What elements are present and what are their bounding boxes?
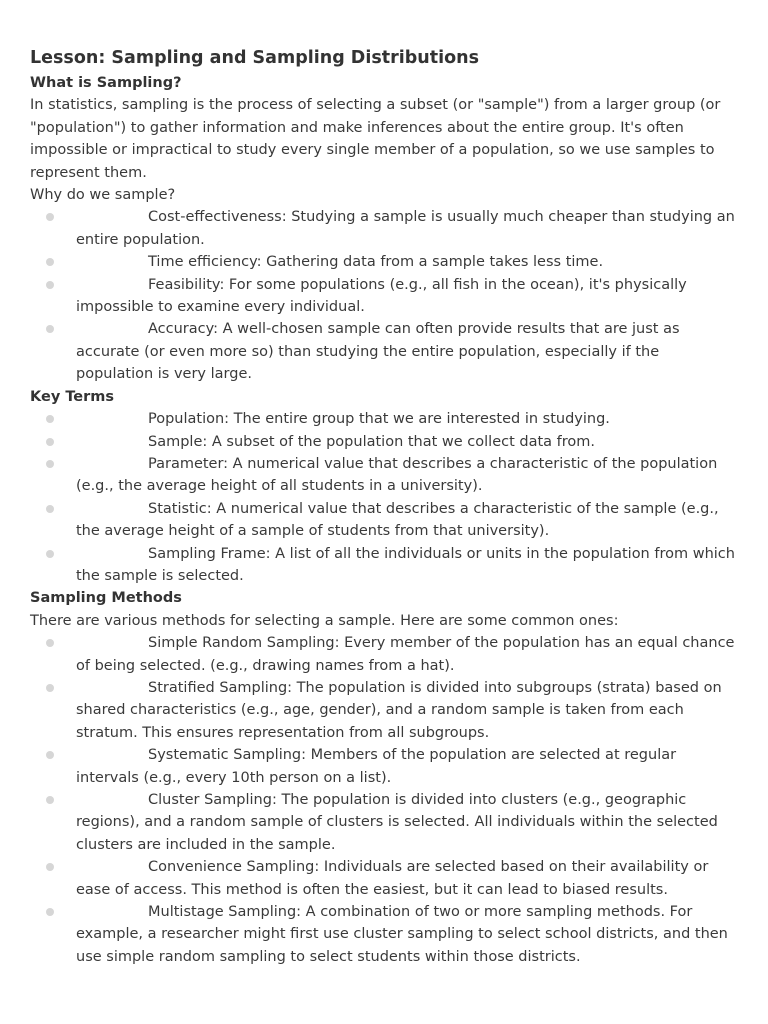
list-item [30,431,738,453]
bullet-icon [46,281,54,289]
sampling-definition-paragraph: In statistics, sampling is the process of selecting a subset (or "sample") from a larger group (or "population") to gather information and make inferences about the entire group. It's often impossible or impractical to study every single member of a population, so we use samples to represent them. [30,97,721,181]
list-item-text: Accuracy: A well-chosen sample can often provide results that are just as accurate (or even more so) than studying the entire population, especially if the population is very large. [76,321,680,383]
list-item [30,632,738,677]
list-item [30,856,738,901]
sampling-methods-intro: There are various methods for selecting a sample. Here are some common ones: [30,612,619,629]
list-item-text: Population: The entire group that we are interested in studying. [148,411,610,428]
list-item [30,901,738,968]
list-item [30,206,738,251]
bullet-icon [46,751,54,759]
list-item-text: Convenience Sampling: Individuals are selected based on their availability or ease of access. This method is often the easiest, but it can lead to biased results. [76,859,709,898]
list-item [30,677,738,744]
list-item [30,789,738,856]
why-sample-label: Why do we sample? [30,187,176,204]
list-item [30,274,738,319]
bullet-icon [46,258,54,266]
bullet-icon [46,460,54,468]
bullet-icon [46,505,54,513]
heading-what-is-sampling: What is Sampling? [30,75,182,91]
bullet-icon [46,213,54,221]
list-item [30,543,738,588]
list-item [30,453,738,498]
list-item-text: Multistage Sampling: A combination of two or more sampling methods. For example, a researcher might first use cluster sampling to select school districts, and then use simple random sampling to select students within those districts. [76,904,728,965]
reasons-list [30,206,738,385]
lesson-title: Lesson: Sampling and Sampling Distributions [30,48,479,68]
list-item-text: Sample: A subset of the population that we collect data from. [148,433,596,450]
list-item-text: Simple Random Sampling: Every member of the population has an equal chance of being selected. (e.g., drawing names from a hat). [76,635,735,674]
bullet-icon [46,863,54,871]
bullet-icon [46,325,54,333]
list-item-text: Statistic: A numerical value that describes a characteristic of the sample (e.g., the average height of a sample of students from that university). [76,500,719,540]
bullet-icon [46,796,54,804]
heading-sampling-methods: Sampling Methods [30,590,182,607]
heading-key-terms: Key Terms [30,388,115,405]
bullet-icon [46,639,54,647]
list-item-text: Parameter: A numerical value that describes a characteristic of the population (e.g., the average height of all students in a university). [76,455,718,495]
list-item [30,251,738,273]
bullet-icon [46,438,54,446]
list-item-text: Feasibility: For some populations (e.g., all fish in the ocean), it's physically impossible to examine every individual. [76,276,687,316]
list-item-text: Cluster Sampling: The population is divided into clusters (e.g., geographic regions), and a random sample of clusters is selected. All individuals within the selected clusters are included in the sample. [76,792,718,853]
key-terms-list [30,408,738,587]
list-item-text: Cost-effectiveness: Studying a sample is usually much cheaper than studying an entire population. [76,209,735,248]
bullet-icon [46,550,54,558]
list-item-text: Time efficiency: Gathering data from a sample takes less time. [148,254,604,271]
list-item [30,498,738,543]
bullet-icon [46,415,54,423]
list-item [30,408,738,430]
list-item [30,318,738,385]
sampling-methods-list [30,632,738,968]
list-item-text: Stratified Sampling: The population is divided into subgroups (strata) based on shared characteristics (e.g., age, gender), and a random sample is taken from each stratum. This ensures representation from all subgroups. [76,679,722,741]
bullet-icon [46,908,54,916]
list-item-text: Sampling Frame: A list of all the individuals or units in the population from which the sample is selected. [76,545,735,584]
bullet-icon [46,684,54,692]
list-item-text: Systematic Sampling: Members of the population are selected at regular intervals (e.g., every 10th person on a list). [76,747,677,786]
list-item [30,744,738,789]
